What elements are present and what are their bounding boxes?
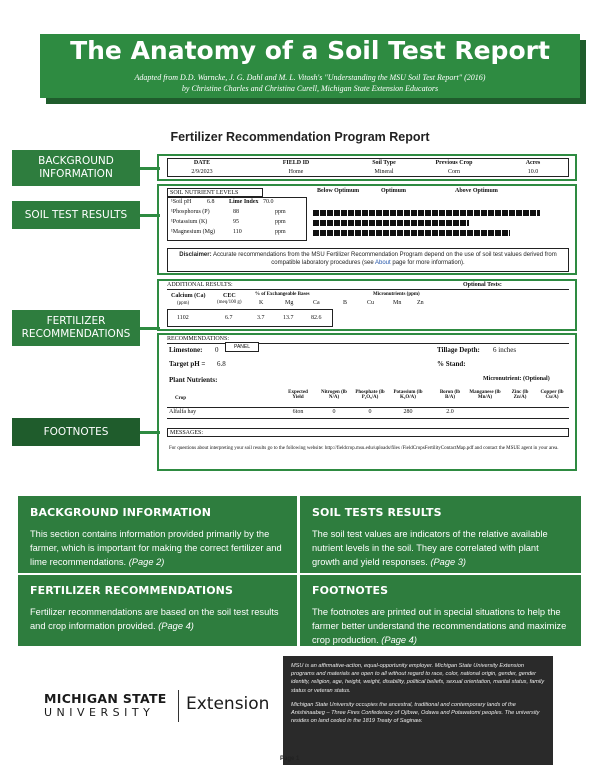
panel-soil-tests-results: SOIL TESTS RESULTS The soil test values are indicators of the relative available nutrient levels in the soil. They are correlated with plant growth and yield responses. (Page 3) xyxy=(300,496,581,574)
phosphorus-level-bar xyxy=(313,210,540,216)
about-link[interactable]: About xyxy=(375,260,391,266)
panel-background-information: BACKGROUND INFORMATION This section contains information provided primarily by the farmer, which is important for making the correct fertilizer and lime recommendations. (Page 2) xyxy=(18,496,297,574)
panel-fertilizer-recommendations: FERTILIZER RECOMMENDATIONS Fertilizer recommendations are based on the soil test results and crop information provided. (Page 4) xyxy=(18,574,297,646)
extension-wordmark: Extension xyxy=(186,694,270,714)
msu-logo-line2: UNIVERSITY xyxy=(44,706,155,719)
label-footnotes: FOOTNOTES xyxy=(12,418,140,446)
additional-results: ADDITIONAL RESULTS: Optional Tests: Calcium (Ca) CEC % of Exchangeable Bases Micronutrients (ppm) (ppm) (meq/100 g) K Mg Ca B Cu Mn Zn 1102 6.7 3.7 13.7 82.6 xyxy=(167,282,569,328)
additional-values-box xyxy=(167,309,333,327)
header-subtitle: Adapted from D.D. Warncke, J. G. Dahl and M. L. Vitosh's "Understanding the MSU Soil Test Report" (2016) by Christine Charles and Christina Curell, Michigan State Extension Educators xyxy=(134,73,486,93)
recommendations: RECOMMENDATIONS: Limestone: 0 PANEL Tillage Depth: 6 inches Target pH = 6.8 % Stand: Plant Nutrients: Micronutrient: (Optional) Crop Expected Yield Nitrogen (lb N/A) Phosphate (lb P₂O₅/A) Potassium (lb K₂O/A) Boron (lb B/A) Manganese (lb Mn/A) Zinc (lb Zn/A) Copper (lb Cu/A) Alfalfa hay 6ton 0 0 280 2.0 xyxy=(167,336,569,426)
rec-bottom-line xyxy=(167,418,569,419)
potassium-level-bar xyxy=(313,220,469,226)
soil-nutrient-levels: SOIL NUTRIENT LEVELS Below Optimum Optimum Above Optimum ¹Soil pH 6.8 Lime Index 70.0 ¹Phosphorus (P) 88 ppm ¹Potassium (K) 95 ppm ¹Magnesium (Mg) 110 ppm xyxy=(167,188,569,244)
label-fertilizer-recommendations: FERTILIZER RECOMMENDATIONS xyxy=(12,310,140,346)
disclaimer: Disclaimer: Accurate recommendations from the MSU Fertilizer Recommendation Program depend on the use of soil test values derived from compatible laboratory procedures (see About page for more information). xyxy=(167,248,569,272)
magnesium-level-bar xyxy=(313,230,510,236)
page-number: Page 1 xyxy=(280,756,300,762)
logo-divider xyxy=(178,690,179,722)
panel-footnotes: FOOTNOTES The footnotes are printed out in special situations to help the farmer better understand the recommendations and maximize crop production. (Page 4) xyxy=(300,574,581,646)
background-table: DATE FIELD ID Soil Type Previous Crop Acres 2/9/2023 Home Mineral Corn 10.0 xyxy=(167,158,569,177)
rec-divider xyxy=(167,407,569,408)
page-title: The Anatomy of a Soil Test Report xyxy=(70,36,550,65)
messages: MESSAGES: For questions about interpreting your soil results go to the following website: http://fieldcrop.msu.edu/uploads/files /FieldCropsFertilityContactMap.pdf and contact the MSUE agent in your area. xyxy=(167,428,569,468)
panel-divider-vertical xyxy=(297,496,300,646)
panel-tag: PANEL xyxy=(225,342,259,352)
label-soil-test-results: SOIL TEST RESULTS xyxy=(12,201,140,229)
panel-divider-horizontal xyxy=(18,573,581,575)
msu-logo-line1: MICHIGAN STATE xyxy=(44,691,167,706)
msu-notice: MSU is an affirmative-action, equal-opportunity employer. Michigan State University Extension programs and materials are open to all without regard to race, color, national origin, gender, gender identity, religion, age, height, weight, disability, political beliefs, sexual orientation, marital status, family status or veteran status. Michigan State University occupies the ancestral, traditional and contemporary lands of the Anishinaabeg – Three Fires Confederacy of Ojibwe, Odawa and Potawatomi peoples. The university resides on land ceded in the 1819 Treaty of Saginaw. xyxy=(283,656,553,765)
report-title: Fertilizer Recommendation Program Report xyxy=(170,130,430,144)
label-background-information: BACKGROUND INFORMATION xyxy=(12,150,140,186)
